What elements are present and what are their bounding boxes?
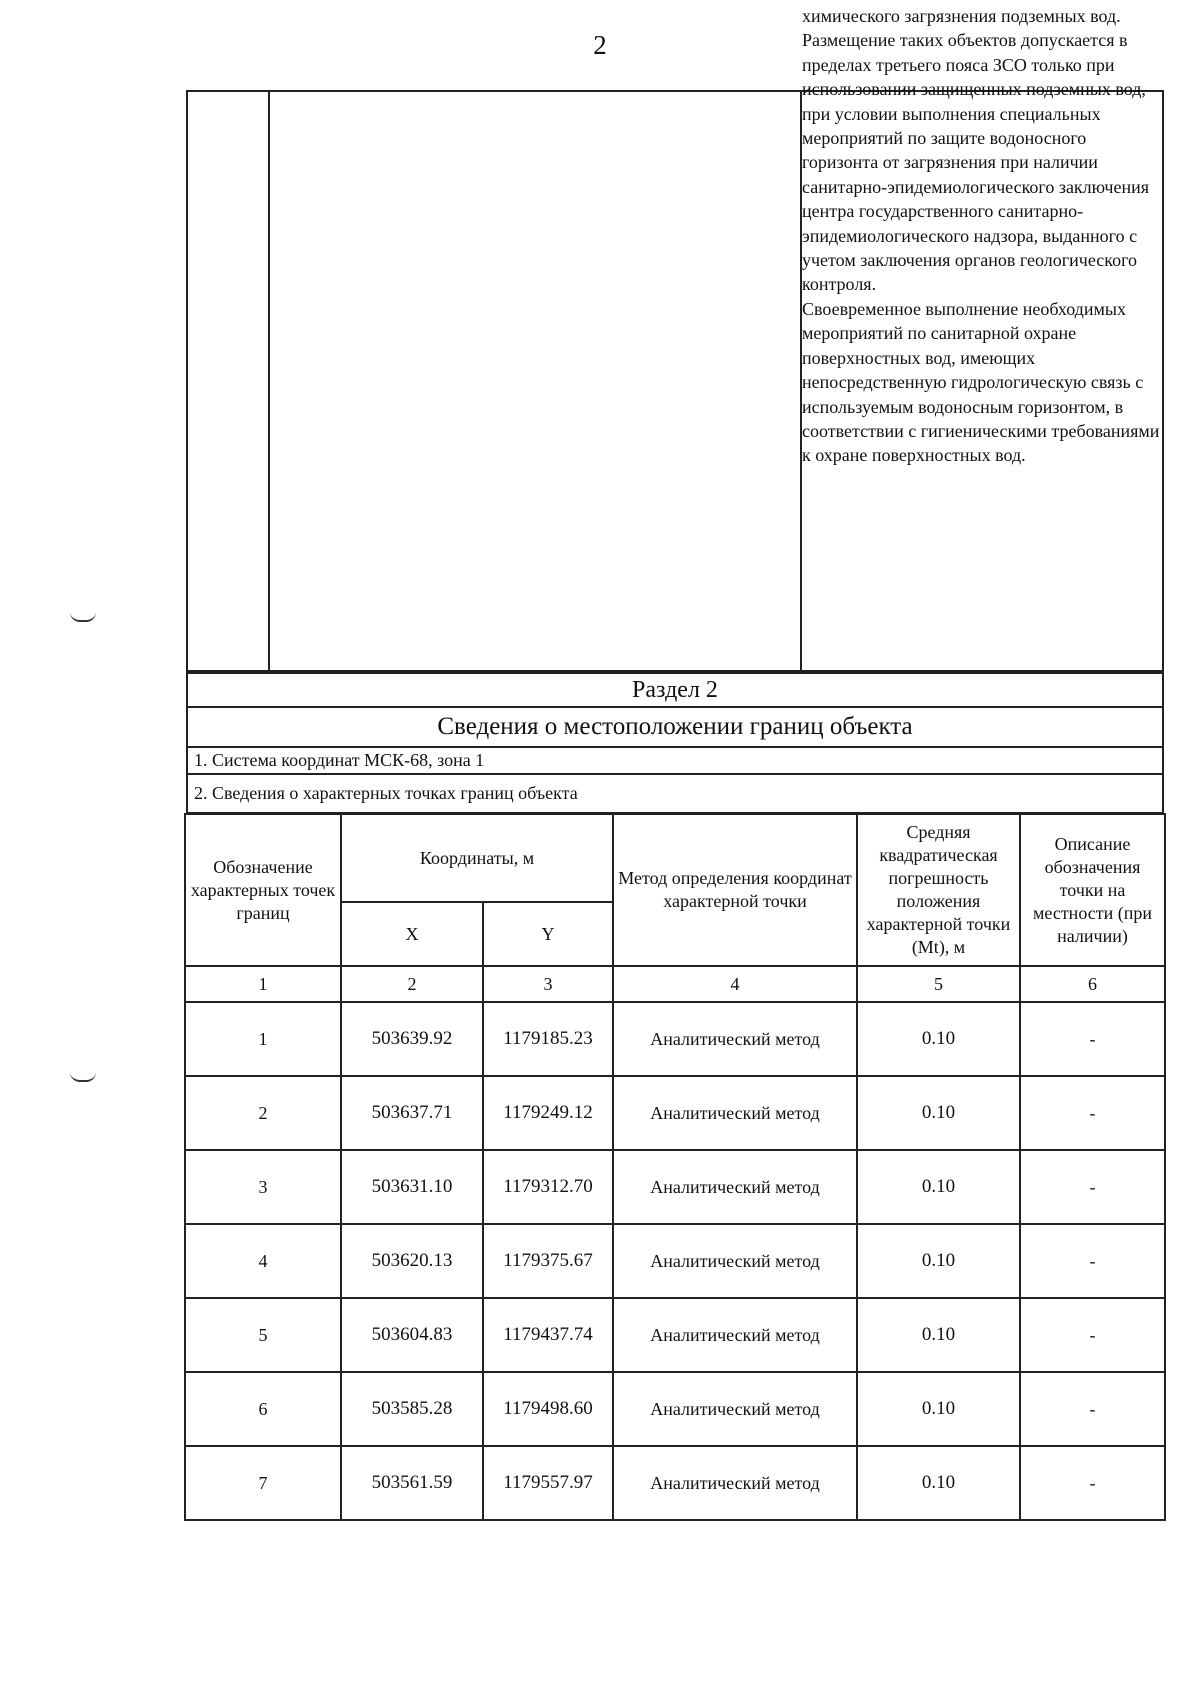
column-number: 6 (1020, 966, 1165, 1002)
method: Аналитический метод (613, 1446, 857, 1520)
section-subtitle-row (186, 708, 1164, 748)
column-number: 2 (341, 966, 483, 1002)
coord-y: 1179249.12 (483, 1076, 613, 1150)
point-number: 5 (185, 1298, 341, 1372)
mt-error: 0.10 (857, 1298, 1020, 1372)
point-description: - (1020, 1150, 1165, 1224)
point-description: - (1020, 1224, 1165, 1298)
table-row (185, 1224, 1165, 1298)
mt-error: 0.10 (857, 1224, 1020, 1298)
page-number: 2 (593, 30, 607, 60)
coord-y: 1179498.60 (483, 1372, 613, 1446)
coord-x: 503631.10 (341, 1150, 483, 1224)
coordinates-table (184, 813, 1166, 1521)
header-x: X (341, 902, 483, 966)
coord-y: 1179185.23 (483, 1002, 613, 1076)
header-description: Описание обозначения точки на местности (при наличии) (1020, 814, 1165, 966)
coord-y: 1179437.74 (483, 1298, 613, 1372)
points-caption: 2. Сведения о характерных точках границ объекта (194, 783, 578, 803)
column-number-row (185, 966, 1165, 1002)
table-row (185, 1298, 1165, 1372)
coord-x: 503637.71 (341, 1076, 483, 1150)
header-coordinates: Координаты, м (341, 814, 613, 902)
table-row (185, 1076, 1165, 1150)
section-subtitle: Сведения о местоположении границ объекта (437, 713, 913, 740)
point-number: 4 (185, 1224, 341, 1298)
header-y: Y (483, 902, 613, 966)
point-description: - (1020, 1298, 1165, 1372)
method: Аналитический метод (613, 1076, 857, 1150)
table-row (185, 1372, 1165, 1446)
point-number: 2 (185, 1076, 341, 1150)
column-number: 4 (613, 966, 857, 1002)
mt-error: 0.10 (857, 1150, 1020, 1224)
table-row (185, 1150, 1165, 1224)
method: Аналитический метод (613, 1372, 857, 1446)
point-number: 3 (185, 1150, 341, 1224)
coord-x: 503639.92 (341, 1002, 483, 1076)
table-row (185, 1002, 1165, 1076)
column-number: 5 (857, 966, 1020, 1002)
coord-x: 503604.83 (341, 1298, 483, 1372)
section-title: Раздел 2 (632, 676, 718, 703)
coord-y: 1179312.70 (483, 1150, 613, 1224)
column-number: 3 (483, 966, 613, 1002)
points-caption-row (186, 775, 1164, 814)
coord-y: 1179375.67 (483, 1224, 613, 1298)
continuation-paragraph: Размещение таких объектов допускается в пределах третьего пояса ЗСО только при использовании защищенных подземных вод, при условии выполнения специальных мероприятий по защите водоносного горизонта от загрязнения при наличии санитарно-эпидемиологического заключения центра государственного санитарно-эпидемиологического надзора, выданного с учетом заключения органов геологического контроля. (802, 30, 1150, 295)
method: Аналитический метод (613, 1002, 857, 1076)
mt-error: 0.10 (857, 1076, 1020, 1150)
mt-error: 0.10 (857, 1446, 1020, 1520)
coord-system: 1. Система координат МСК-68, зона 1 (194, 750, 485, 770)
point-number: 7 (185, 1446, 341, 1520)
coord-x: 503561.59 (341, 1446, 483, 1520)
method: Аналитический метод (613, 1150, 857, 1224)
column-number: 1 (185, 966, 341, 1002)
coord-system-row (186, 748, 1164, 775)
mt-error: 0.10 (857, 1002, 1020, 1076)
table-row (185, 1446, 1165, 1520)
point-description: - (1020, 1372, 1165, 1446)
scan-mark (70, 1072, 96, 1082)
coord-y: 1179557.97 (483, 1446, 613, 1520)
point-number: 6 (185, 1372, 341, 1446)
scan-mark (70, 612, 96, 622)
point-number: 1 (185, 1002, 341, 1076)
continuation-text (802, 4, 1162, 468)
point-description: - (1020, 1446, 1165, 1520)
method: Аналитический метод (613, 1298, 857, 1372)
point-description: - (1020, 1002, 1165, 1076)
point-description: - (1020, 1076, 1165, 1150)
continuation-paragraph: химического загрязнения подземных вод. (802, 6, 1121, 26)
section-title-row (186, 672, 1164, 708)
column-divider (268, 92, 270, 670)
header-error: Средняя квадратическая погрешность положения характерной точки (Mt), м (857, 814, 1020, 966)
mt-error: 0.10 (857, 1372, 1020, 1446)
continuation-paragraph: Своевременное выполнение необходимых мероприятий по санитарной охране поверхностных вод, имеющих непосредственную гидрологическую связь с используемым водоносным горизонтом, в соответствии с гигиеническими требованиями к охране поверхностных вод. (802, 298, 1160, 466)
header-designation: Обозначение характерных точек границ (185, 814, 341, 966)
header-method: Метод определения координат характерной точки (613, 814, 857, 966)
coord-x: 503620.13 (341, 1224, 483, 1298)
method: Аналитический метод (613, 1224, 857, 1298)
coord-x: 503585.28 (341, 1372, 483, 1446)
